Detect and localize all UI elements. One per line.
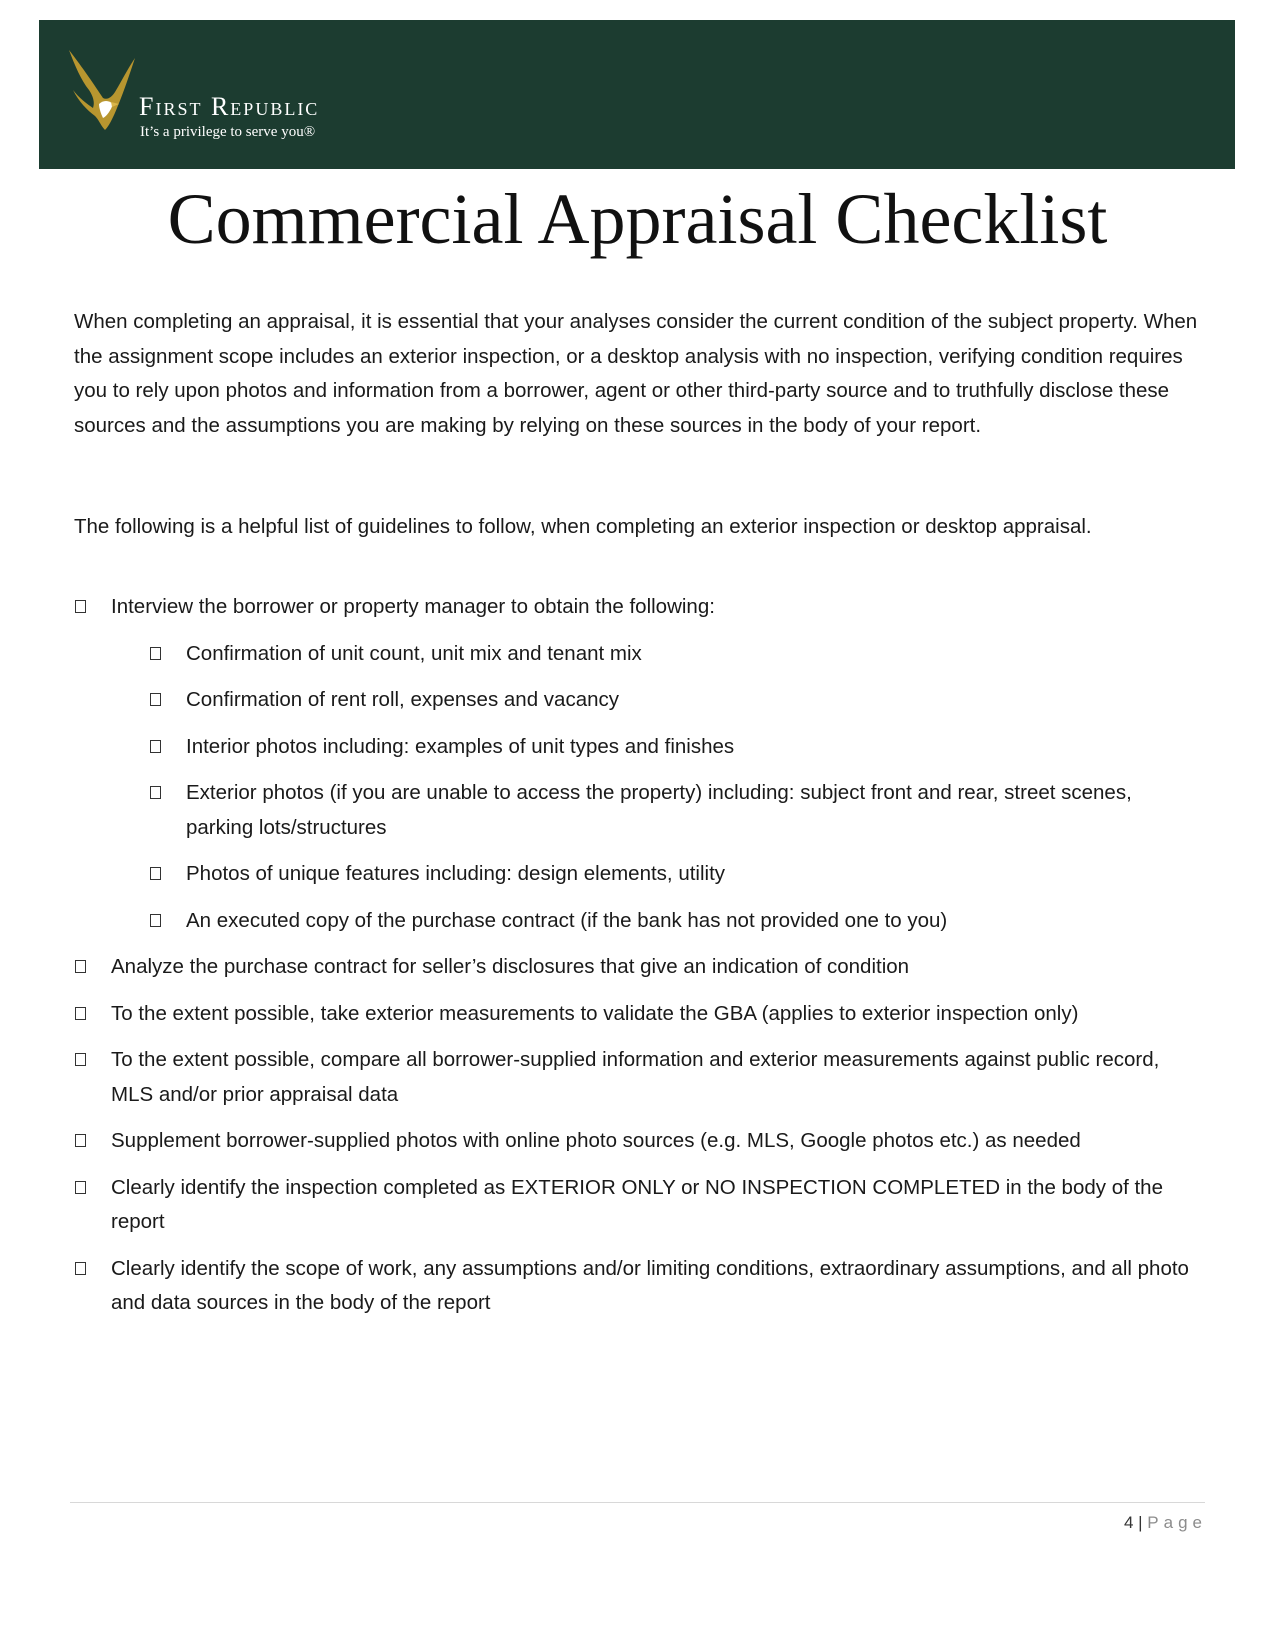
checklist-item-text: To the extent possible, compare all borrower-supplied information and exterior measurements against public record, MLS and/or prior appraisal data <box>111 1048 1160 1106</box>
checklist-subitem <box>0 730 1186 765</box>
checklist-item <box>0 997 1191 1032</box>
checklist <box>0 590 1275 1333</box>
checkbox[interactable] <box>75 1053 86 1066</box>
checklist-subitem <box>0 683 1186 718</box>
checklist-item <box>0 950 1191 985</box>
checkbox[interactable] <box>75 1134 86 1147</box>
checkbox[interactable] <box>150 867 161 880</box>
checklist-item <box>0 1043 1191 1112</box>
checklist-item <box>0 1171 1191 1240</box>
page-label: Page <box>1147 1513 1207 1532</box>
checklist-item <box>0 1252 1191 1321</box>
checklist-item-text: An executed copy of the purchase contract (if the bank has not provided one to you) <box>186 908 948 932</box>
checklist-item-text: Confirmation of rent roll, expenses and vacancy <box>186 688 620 711</box>
checkbox[interactable] <box>75 600 86 613</box>
checkbox[interactable] <box>75 1007 86 1020</box>
checklist-item-text: Clearly identify the inspection completed as EXTERIOR ONLY or NO INSPECTION COMPLETED in the body of the report <box>111 1175 1163 1233</box>
checkbox[interactable] <box>150 647 161 660</box>
checklist-subitem <box>0 776 1186 845</box>
checkbox[interactable] <box>75 960 86 973</box>
checkbox[interactable] <box>75 1181 86 1194</box>
checklist-item-text: Confirmation of unit count, unit mix and tenant mix <box>186 641 642 665</box>
checklist-item-text: Interior photos including: examples of unit types and finishes <box>186 734 735 758</box>
eagle-icon <box>65 46 137 138</box>
checkbox[interactable] <box>150 914 161 927</box>
checklist-subitem <box>0 637 1186 672</box>
checkbox[interactable] <box>75 1262 86 1275</box>
checklist-item-text: Analyze the purchase contract for seller’s disclosures that give an indication of condition <box>111 955 910 978</box>
checkbox[interactable] <box>150 740 161 753</box>
checklist-item-text: To the extent possible, take exterior measurements to validate the GBA (applies to exterior inspection only) <box>111 1001 1079 1025</box>
checklist-item-text: Supplement borrower-supplied photos with online photo sources (e.g. MLS, Google photos etc.) as needed <box>111 1129 1081 1152</box>
page-number-value: 4 <box>1123 1513 1134 1532</box>
page-number-separator: | <box>1138 1513 1143 1532</box>
checklist-subitem <box>0 857 1186 892</box>
intro-paragraph: When completing an appraisal, it is essential that your analyses consider the current condition of the subject property. When the assignment scope includes an exterior inspection, or a desktop analysis with no inspection, verifying condition requires you to rely upon photos and information from a borrower, agent or other third-party source and to truthfully disclose these sources and the assumptions you are making by relying on these sources in the body of your report. <box>74 310 1198 437</box>
checklist-item-text: Interview the borrower or property manager to obtain the following: <box>111 595 715 618</box>
checkbox[interactable] <box>150 786 161 799</box>
page-title: Commercial Appraisal Checklist <box>167 179 1108 259</box>
checklist-item-text: Photos of unique features including: design elements, utility <box>186 862 726 885</box>
checklist-item <box>0 590 1191 625</box>
checkbox[interactable] <box>150 693 161 706</box>
checklist-subitem <box>0 904 1186 939</box>
checklist-item-text: Exterior photos (if you are unable to access the property) including: subject front and rear, street scenes, parking lots/structures <box>186 781 1132 839</box>
checklist-item <box>0 1124 1191 1159</box>
brand-tagline: It’s a privilege to serve you® <box>140 124 316 140</box>
guidelines-intro: The following is a helpful list of guidelines to follow, when completing an exterior inspection or desktop appraisal. <box>74 515 1092 538</box>
footer-divider <box>70 1502 1205 1503</box>
header-banner <box>39 20 1235 169</box>
brand-name: First Republic <box>139 92 320 121</box>
checklist-item-text: Clearly identify the scope of work, any assumptions and/or limiting conditions, extraordinary assumptions, and all photo and data sources in the body of the report <box>111 1256 1189 1314</box>
page-number <box>1124 1513 1207 1533</box>
